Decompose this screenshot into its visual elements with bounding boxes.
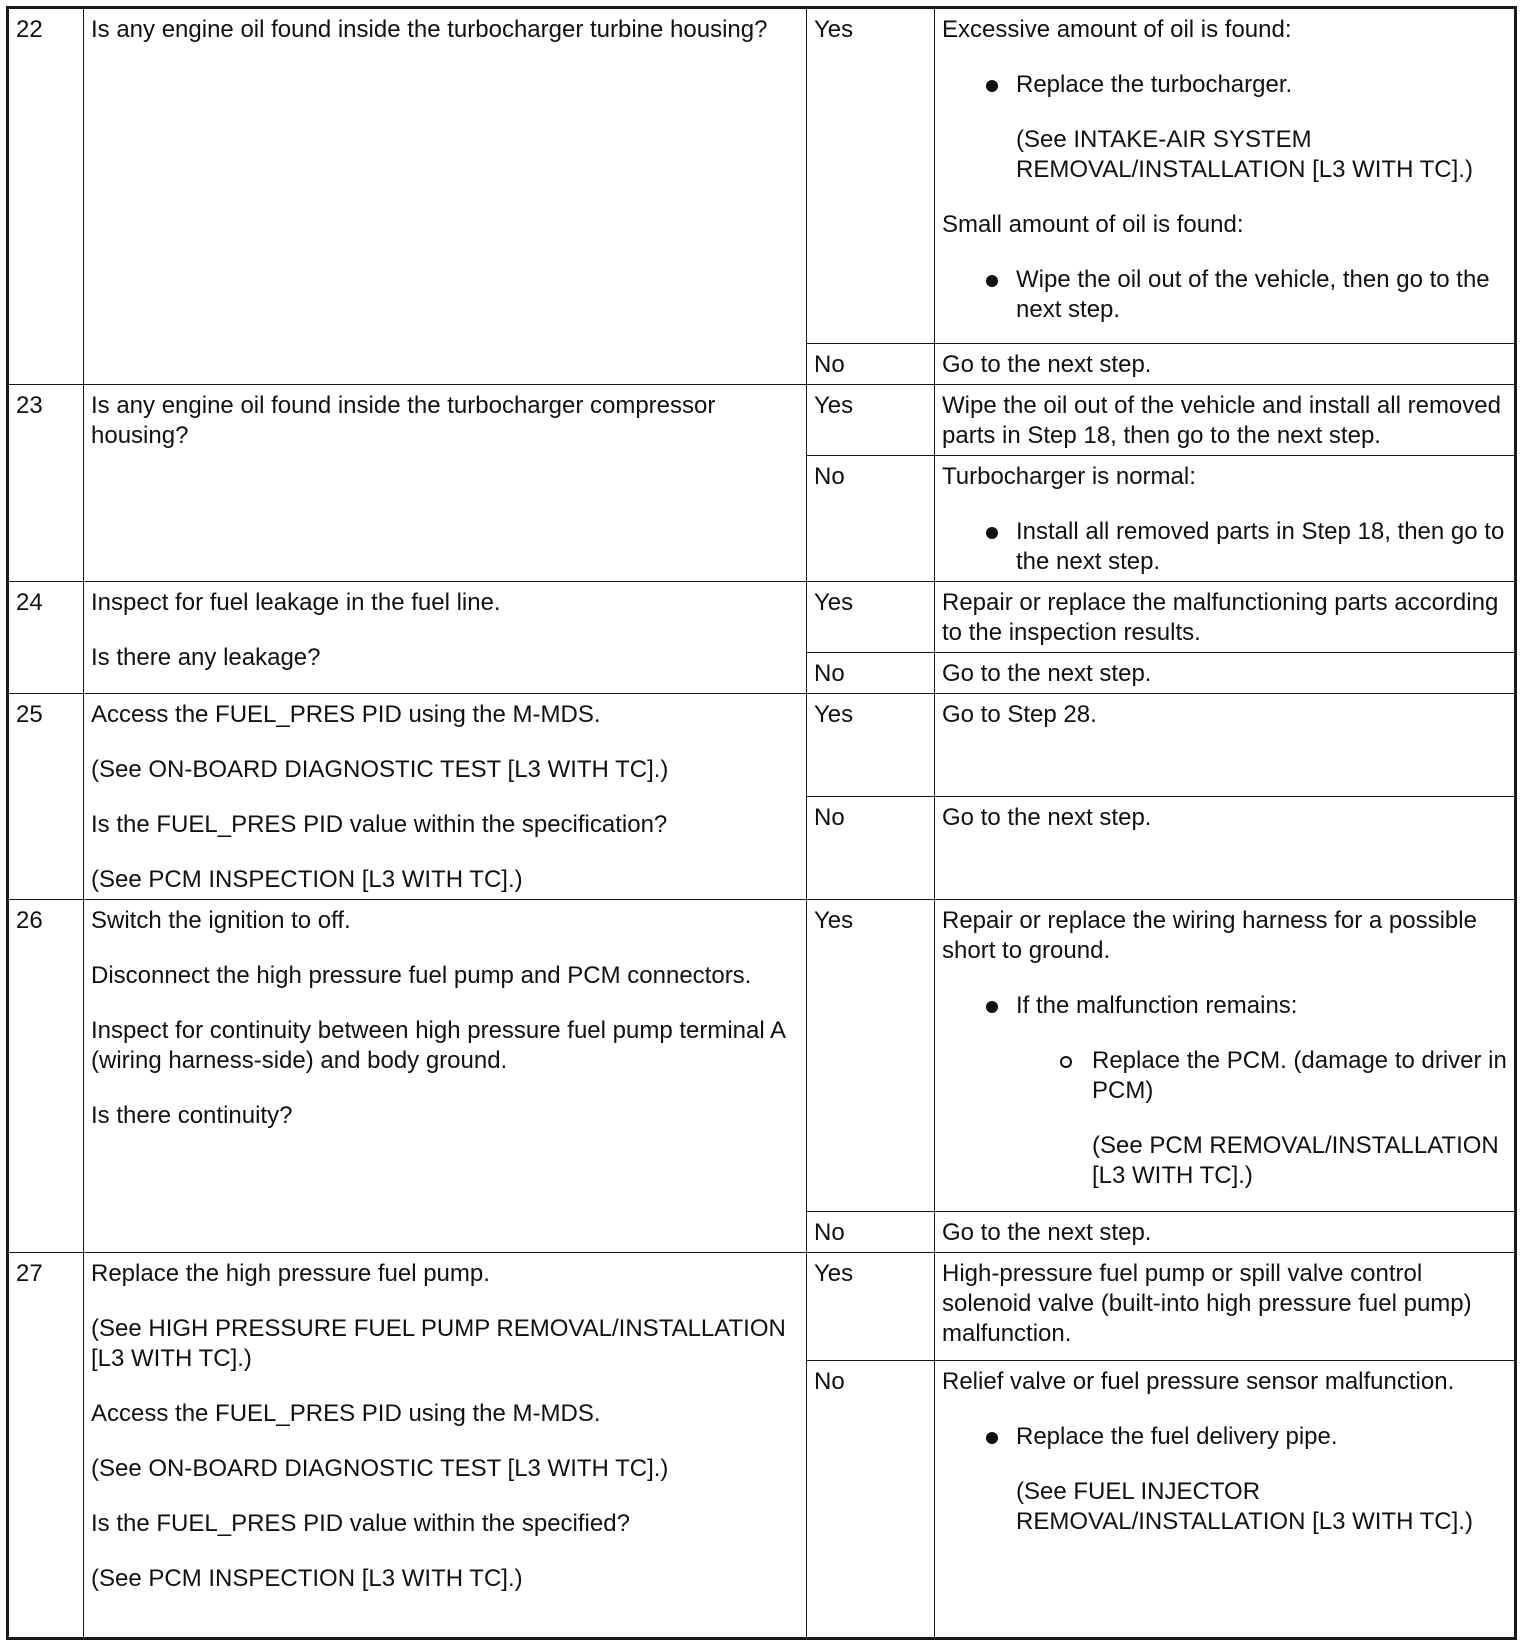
inspection-text: Replace the high pressure fuel pump.: [91, 1260, 490, 1287]
result-yes: Yes: [807, 694, 935, 797]
inspection-text: (See ON-BOARD DIAGNOSTIC TEST [L3 WITH TC].): [91, 1455, 669, 1482]
action-cell: [935, 1361, 1516, 1639]
inspection-text: Is the FUEL_PRES PID value within the specification?: [91, 811, 668, 838]
bullet-item: [942, 517, 1508, 577]
step-number: 22: [8, 8, 84, 385]
step-number: 24: [8, 582, 84, 694]
inspection-cell: [84, 8, 807, 385]
action-cell: Go to the next step.: [935, 653, 1516, 694]
inspection-text: Is there continuity?: [91, 1102, 293, 1129]
sub-bullet-item: [1016, 1046, 1508, 1191]
step-number: 27: [8, 1253, 84, 1639]
result-no: No: [807, 1361, 935, 1639]
result-no: No: [807, 344, 935, 385]
bullet-dot-icon: [986, 80, 998, 92]
action-cell: Go to the next step.: [935, 1212, 1516, 1253]
inspection-text: (See ON-BOARD DIAGNOSTIC TEST [L3 WITH TC].): [91, 756, 669, 783]
action-cell: [935, 900, 1516, 1212]
inspection-text: Is the FUEL_PRES PID value within the specified?: [91, 1510, 630, 1537]
bullet-item: [942, 1422, 1508, 1537]
table-row: [8, 582, 1516, 653]
action-text: Relief valve or fuel pressure sensor malfunction.: [942, 1368, 1455, 1395]
table-row: [8, 1253, 1516, 1361]
action-cell: Wipe the oil out of the vehicle and install all removed parts in Step 18, then go to the next step.: [935, 385, 1516, 456]
action-text: Repair or replace the wiring harness for a possible short to ground.: [942, 907, 1477, 964]
result-yes: Yes: [807, 1253, 935, 1361]
inspection-text: Is any engine oil found inside the turbocharger compressor housing?: [91, 392, 716, 449]
inspection-text: (See HIGH PRESSURE FUEL PUMP REMOVAL/INSTALLATION [L3 WITH TC].): [91, 1315, 786, 1372]
bullet-text: Install all removed parts in Step 18, then go to the next step.: [1016, 518, 1505, 575]
bullet-text: If the malfunction remains:: [1016, 992, 1298, 1019]
inspection-text: Is there any leakage?: [91, 644, 321, 671]
action-cell: [935, 456, 1516, 582]
diagnostic-procedure-page: [6, 6, 1514, 1640]
inspection-text: Is any engine oil found inside the turbocharger turbine housing?: [91, 16, 768, 43]
bullet-item: [942, 991, 1508, 1191]
result-no: No: [807, 1212, 935, 1253]
inspection-cell: [84, 385, 807, 582]
action-text: Excessive amount of oil is found:: [942, 16, 1292, 43]
sub-bullet-text: Replace the PCM. (damage to driver in PCM): [1092, 1047, 1507, 1104]
reference-text: (See PCM REMOVAL/INSTALLATION [L3 WITH TC].): [1092, 1132, 1499, 1189]
inspection-text: Inspect for continuity between high pressure fuel pump terminal A (wiring harness-side) and body ground.: [91, 1017, 785, 1074]
result-yes: Yes: [807, 582, 935, 653]
inspection-text: Access the FUEL_PRES PID using the M-MDS.: [91, 1400, 601, 1427]
bullet-text: Wipe the oil out of the vehicle, then go to the next step.: [1016, 266, 1490, 323]
table-row: [8, 900, 1516, 1212]
result-no: No: [807, 653, 935, 694]
inspection-cell: [84, 1253, 807, 1639]
result-yes: Yes: [807, 900, 935, 1212]
table-row: [8, 385, 1516, 456]
action-cell: Repair or replace the malfunctioning parts according to the inspection results.: [935, 582, 1516, 653]
bullet-text: Replace the fuel delivery pipe.: [1016, 1423, 1338, 1450]
inspection-cell: [84, 694, 807, 900]
table-row: [8, 694, 1516, 797]
bullet-dot-icon: [986, 1432, 998, 1444]
inspection-text: Access the FUEL_PRES PID using the M-MDS.: [91, 701, 601, 728]
bullet-dot-icon: [986, 1001, 998, 1013]
bullet-item: [942, 70, 1508, 185]
action-text: Turbocharger is normal:: [942, 463, 1196, 490]
reference-text: (See FUEL INJECTOR REMOVAL/INSTALLATION [L3 WITH TC].): [1016, 1478, 1473, 1535]
inspection-cell: [84, 900, 807, 1253]
step-number: 26: [8, 900, 84, 1253]
bullet-item: [942, 265, 1508, 325]
inspection-text: Switch the ignition to off.: [91, 907, 351, 934]
result-no: No: [807, 797, 935, 900]
result-yes: Yes: [807, 385, 935, 456]
action-cell: [935, 8, 1516, 344]
inspection-text: (See PCM INSPECTION [L3 WITH TC].): [91, 1565, 523, 1592]
action-cell: Go to the next step.: [935, 344, 1516, 385]
action-cell: Go to the next step.: [935, 797, 1516, 900]
bullet-circle-icon: [1060, 1056, 1072, 1068]
inspection-cell: [84, 582, 807, 694]
step-number: 23: [8, 385, 84, 582]
inspection-text: (See PCM INSPECTION [L3 WITH TC].): [91, 866, 523, 893]
bullet-dot-icon: [986, 275, 998, 287]
step-number: 25: [8, 694, 84, 900]
action-cell: Go to Step 28.: [935, 694, 1516, 797]
reference-text: (See INTAKE-AIR SYSTEM REMOVAL/INSTALLATION [L3 WITH TC].): [1016, 126, 1473, 183]
inspection-text: Inspect for fuel leakage in the fuel line.: [91, 589, 501, 616]
bullet-dot-icon: [986, 527, 998, 539]
result-yes: Yes: [807, 8, 935, 344]
action-cell: High-pressure fuel pump or spill valve control solenoid valve (built-into high pressure fuel pump) malfunction.: [935, 1253, 1516, 1361]
action-text: Small amount of oil is found:: [942, 211, 1244, 238]
result-no: No: [807, 456, 935, 582]
table-row: [8, 8, 1516, 344]
diagnostic-table: [6, 6, 1517, 1640]
inspection-text: Disconnect the high pressure fuel pump and PCM connectors.: [91, 962, 752, 989]
bullet-text: Replace the turbocharger.: [1016, 71, 1293, 98]
